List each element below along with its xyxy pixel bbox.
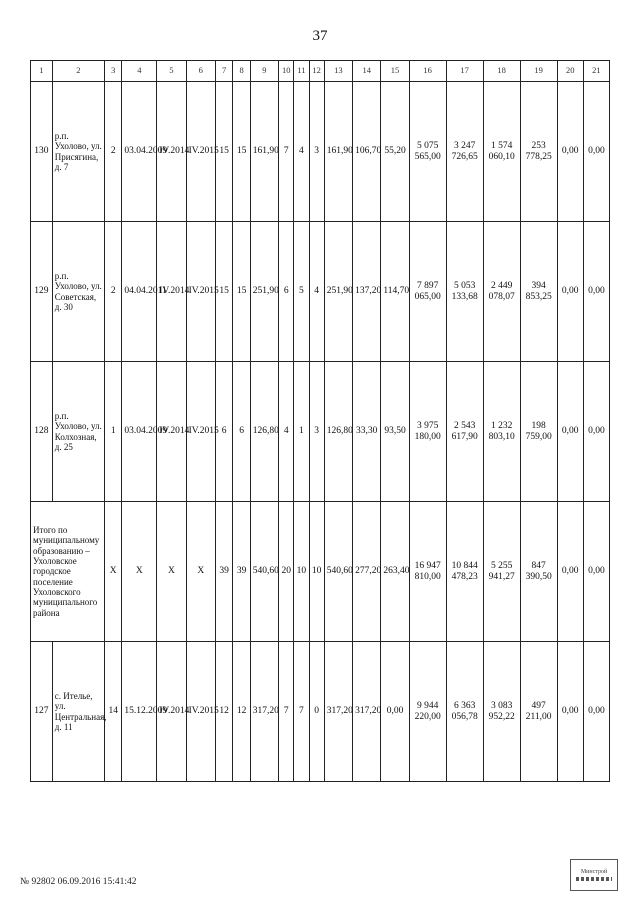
table-cell: 129 xyxy=(31,222,53,362)
table-cell: 39 xyxy=(233,502,250,642)
table-cell: 540,60 xyxy=(324,502,352,642)
table-cell: 1 xyxy=(105,362,122,502)
table-cell: 3 083 952,22 xyxy=(483,642,520,782)
table-cell: 2 xyxy=(105,82,122,222)
table-cell: 0,00 xyxy=(557,82,583,222)
header-row xyxy=(31,61,610,82)
table-cell: 0 xyxy=(309,642,324,782)
table-cell: 0,00 xyxy=(583,642,609,782)
table-cell: 1 xyxy=(294,362,309,502)
emblem-text: Минстрой xyxy=(580,868,608,875)
column-header: 8 xyxy=(233,61,250,82)
table-cell: 7 xyxy=(294,642,309,782)
data-table-container xyxy=(30,60,610,782)
table-cell: 03.04.2009 xyxy=(122,362,157,502)
table-cell: IV.2015 xyxy=(186,362,215,502)
column-header: 18 xyxy=(483,61,520,82)
table-cell: 3 247 726,65 xyxy=(446,82,483,222)
table-cell: 130 xyxy=(31,82,53,222)
table-cell: 394 853,25 xyxy=(520,222,557,362)
table-cell: 0,00 xyxy=(583,222,609,362)
table-cell: 12 xyxy=(215,642,232,782)
ministry-emblem xyxy=(570,859,618,891)
table-cell: IV.2014 xyxy=(157,642,186,782)
table-row xyxy=(31,362,610,502)
table-cell-address: р.п. Ухолово, ул. Присягина, д. 7 xyxy=(52,82,104,222)
column-header: 4 xyxy=(122,61,157,82)
table-cell: 0,00 xyxy=(381,642,409,782)
column-header: 5 xyxy=(157,61,186,82)
table-row-total xyxy=(31,502,610,642)
table-row xyxy=(31,82,610,222)
table-cell: 16 947 810,00 xyxy=(409,502,446,642)
table-cell: 277,20 xyxy=(353,502,381,642)
table-cell: 126,80 xyxy=(324,362,352,502)
table-cell: 93,50 xyxy=(381,362,409,502)
table-cell: IV.2015 xyxy=(186,222,215,362)
column-header: 3 xyxy=(105,61,122,82)
column-header: 9 xyxy=(250,61,278,82)
table-cell: 5 053 133,68 xyxy=(446,222,483,362)
table-cell: 2 xyxy=(105,222,122,362)
table-cell: 0,00 xyxy=(557,222,583,362)
table-cell: 251,90 xyxy=(324,222,352,362)
table-cell: 3 975 180,00 xyxy=(409,362,446,502)
table-cell: 128 xyxy=(31,362,53,502)
table-cell: 10 844 478,23 xyxy=(446,502,483,642)
emblem-bars xyxy=(576,877,612,881)
table-cell: 2 543 617,90 xyxy=(446,362,483,502)
table-cell: 317,20 xyxy=(324,642,352,782)
table-cell: 15 xyxy=(233,222,250,362)
table-cell: 161,90 xyxy=(250,82,278,222)
table-cell: 1 232 803,10 xyxy=(483,362,520,502)
column-header: 1 xyxy=(31,61,53,82)
table-cell: 317,20 xyxy=(353,642,381,782)
table-cell: 6 xyxy=(215,362,232,502)
column-header: 16 xyxy=(409,61,446,82)
table-cell: 6 xyxy=(233,362,250,502)
table-cell: 9 944 220,00 xyxy=(409,642,446,782)
table-cell: 15 xyxy=(233,82,250,222)
table-cell: 10 xyxy=(294,502,309,642)
table-cell: 5 255 941,27 xyxy=(483,502,520,642)
table-cell: 15 xyxy=(215,82,232,222)
table-cell: 5 xyxy=(294,222,309,362)
table-cell: 14 xyxy=(105,642,122,782)
table-cell: 55,20 xyxy=(381,82,409,222)
table-cell: 0,00 xyxy=(583,502,609,642)
table-cell: 1 574 060,10 xyxy=(483,82,520,222)
table-cell: 7 897 065,00 xyxy=(409,222,446,362)
table-cell: 126,80 xyxy=(250,362,278,502)
table-cell: 4 xyxy=(309,222,324,362)
table-cell: X xyxy=(186,502,215,642)
table-cell: 251,90 xyxy=(250,222,278,362)
table-cell: 7 xyxy=(279,82,294,222)
column-header: 19 xyxy=(520,61,557,82)
column-header: 2 xyxy=(52,61,104,82)
column-header: 6 xyxy=(186,61,215,82)
table-cell: 497 211,00 xyxy=(520,642,557,782)
table-row xyxy=(31,642,610,782)
table-cell: IV.2015 xyxy=(186,642,215,782)
table-cell: 2 449 078,07 xyxy=(483,222,520,362)
table-cell-address: с. Ителье, ул. Центральная, д. 11 xyxy=(52,642,104,782)
table-cell: X xyxy=(157,502,186,642)
table-cell: 161,90 xyxy=(324,82,352,222)
table-cell: 3 xyxy=(309,82,324,222)
table-cell: 12 xyxy=(233,642,250,782)
table-cell: IV.2014 xyxy=(157,222,186,362)
table-cell: 03.04.2009 xyxy=(122,82,157,222)
table-cell: 198 759,00 xyxy=(520,362,557,502)
table-cell: 137,20 xyxy=(353,222,381,362)
document-stamp: № 92802 06.09.2016 15:41:42 xyxy=(20,877,137,887)
table-cell: 0,00 xyxy=(583,82,609,222)
column-header: 21 xyxy=(583,61,609,82)
column-header: 11 xyxy=(294,61,309,82)
table-cell: IV.2015 xyxy=(186,82,215,222)
table-cell: 0,00 xyxy=(583,362,609,502)
table-cell: 15.12.2009 xyxy=(122,642,157,782)
table-cell: 4 xyxy=(294,82,309,222)
table-cell: 0,00 xyxy=(557,502,583,642)
table-row xyxy=(31,222,610,362)
table-cell: 6 xyxy=(279,222,294,362)
table-cell: 263,40 xyxy=(381,502,409,642)
page-number: 37 xyxy=(312,28,328,44)
table-cell: 317,20 xyxy=(250,642,278,782)
table-cell: IV.2014 xyxy=(157,82,186,222)
table-cell: 127 xyxy=(31,642,53,782)
table-cell: 106,70 xyxy=(353,82,381,222)
table-cell: X xyxy=(105,502,122,642)
column-header: 12 xyxy=(309,61,324,82)
table-cell: 253 778,25 xyxy=(520,82,557,222)
table-cell: 5 075 565,00 xyxy=(409,82,446,222)
table-cell: 0,00 xyxy=(557,642,583,782)
column-header: 7 xyxy=(215,61,232,82)
table-cell: 33,30 xyxy=(353,362,381,502)
table-cell: 39 xyxy=(215,502,232,642)
table-cell: 114,70 xyxy=(381,222,409,362)
table-cell: 4 xyxy=(279,362,294,502)
table-cell-address: р.п. Ухолово, ул. Колхозная, д. 25 xyxy=(52,362,104,502)
data-table xyxy=(30,60,610,782)
table-cell: 0,00 xyxy=(557,362,583,502)
table-cell: IV.2014 xyxy=(157,362,186,502)
table-cell: 10 xyxy=(309,502,324,642)
total-label: Итого по муниципальному образованию – Ухоловское городское поселение Ухоловского муниципального района xyxy=(31,502,105,642)
column-header: 13 xyxy=(324,61,352,82)
table-cell: 6 363 056,78 xyxy=(446,642,483,782)
table-cell: 20 xyxy=(279,502,294,642)
table-cell: 3 xyxy=(309,362,324,502)
table-cell: 847 390,50 xyxy=(520,502,557,642)
column-header: 14 xyxy=(353,61,381,82)
table-cell: 04.04.2011 xyxy=(122,222,157,362)
table-cell-address: р.п. Ухолово, ул. Советская, д. 30 xyxy=(52,222,104,362)
table-cell: 7 xyxy=(279,642,294,782)
column-header: 20 xyxy=(557,61,583,82)
column-header: 17 xyxy=(446,61,483,82)
table-cell: X xyxy=(122,502,157,642)
table-cell: 540,60 xyxy=(250,502,278,642)
table-cell: 15 xyxy=(215,222,232,362)
column-header: 10 xyxy=(279,61,294,82)
column-header: 15 xyxy=(381,61,409,82)
